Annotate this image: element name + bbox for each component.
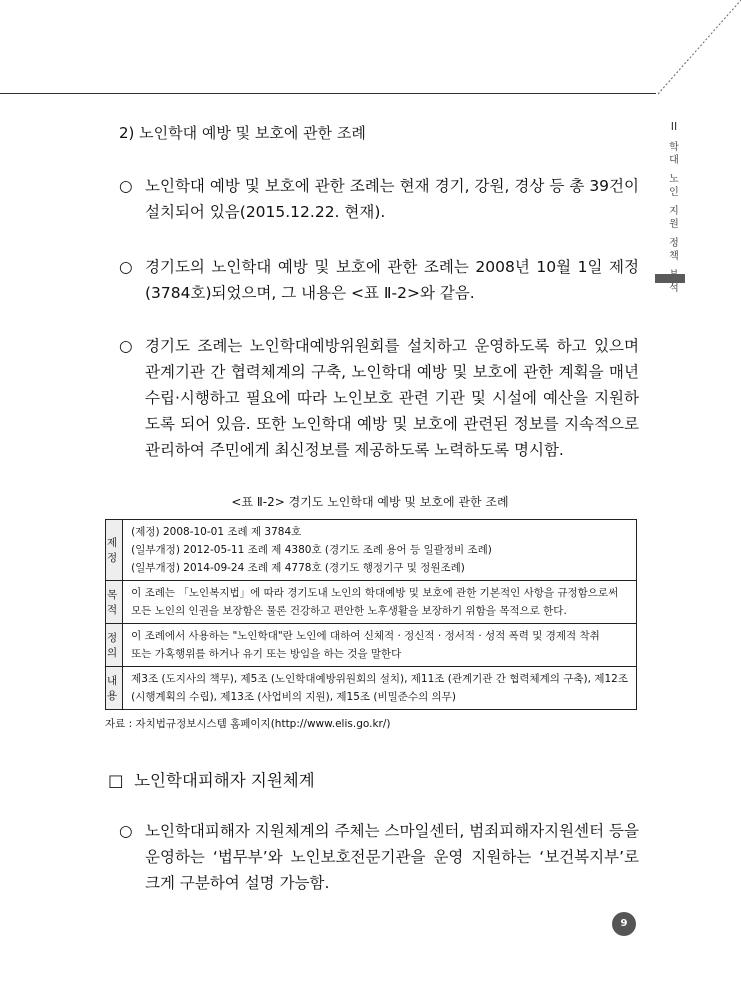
row-content	[123, 581, 637, 624]
bullet-text: 노인학대피해자 지원체계의 주체는 스마일센터, 범죄피해자지원센터 등을 운영하는 ‘법무부’와 노인보호전문기관을 운영 지원하는 ‘보건복지부’로 크게 구분하여 설명 가능함.	[145, 822, 639, 892]
bullet-item	[119, 254, 639, 306]
row-line: (제정) 2008-10-01 조례 제 3784호	[131, 526, 302, 538]
bullet-text: 경기도 조례는 노인학대예방위원회를 설치하고 운영하도록 하고 있으며 관계기관 간 협력체계의 구축, 노인학대 예방 및 보호에 관한 계획을 매년 수립·시행하고 필요에 따라 노인보호 관련 기관 및 시설에 예산을 지원하도록 되어 있음. 또한 노인학대 예방 및 보호에 관련된 정보를 지속적으로 관리하여 주민에게 최신정보를 제공하도록 노력하도록 명시함.	[145, 337, 639, 459]
row-line: 또는 가혹행위를 하거나 유기 또는 방임을 하는 것을 말한다	[131, 648, 402, 660]
chapter-side-tab	[664, 120, 684, 295]
side-tab-char: 원	[669, 219, 679, 230]
row-line: 모든 노인의 인권을 보장함은 물론 건강하고 편안한 노후생활을 보장하기 위함을 목적으로 한다.	[131, 605, 567, 617]
bullet-mark: ○	[119, 177, 133, 195]
side-tab-char: 석	[669, 283, 679, 294]
chapter-tab-bar	[655, 274, 685, 283]
row-content	[123, 520, 637, 581]
table-caption: <표 Ⅱ-2> 경기도 노인학대 예방 및 보호에 관한 조례	[231, 495, 509, 509]
side-tab-char: 정	[669, 238, 679, 249]
table-source: 자료 : 자치법규정보시스템 홈페이지(http://www.elis.go.kr/)	[105, 718, 391, 730]
section-title: 노인학대피해자 지원체계	[134, 771, 315, 790]
side-tab-char: 책	[669, 251, 679, 262]
side-tab-char: 학	[669, 142, 679, 153]
row-label: 내 용	[106, 667, 123, 710]
table-row	[106, 624, 637, 667]
table-row	[106, 667, 637, 710]
page-number: 9	[612, 912, 636, 936]
row-line: 이 조례는 「노인복지법」에 따라 경기도내 노인의 학대예방 및 보호에 관한 기본적인 사항을 규정함으로써	[131, 587, 619, 599]
bullet-text: 노인학대 예방 및 보호에 관한 조례는 현재 경기, 강원, 경상 등 총 39건이 설치되어 있음(2015.12.22. 현재).	[145, 177, 639, 221]
table-row	[106, 520, 637, 581]
table-row	[106, 581, 637, 624]
row-line: (일부개정) 2014-09-24 조례 제 4778호 (경기도 행정기구 및 정원조례)	[131, 562, 465, 574]
bullet-mark: ○	[119, 337, 133, 355]
side-tab-char: 인	[669, 187, 679, 198]
bullet-item	[119, 173, 639, 225]
row-label: 제 정	[106, 520, 123, 581]
row-line: (일부개정) 2012-05-11 조례 제 4380호 (경기도 조례 용어 등 일괄정비 조례)	[131, 544, 492, 556]
row-label: 정 의	[106, 624, 123, 667]
subheading: 2) 노인학대 예방 및 보호에 관한 조례	[119, 124, 366, 142]
row-content	[123, 624, 637, 667]
side-tab-char: 지	[669, 206, 679, 217]
row-label: 목 적	[106, 581, 123, 624]
chapter-roman-numeral: II	[670, 120, 678, 133]
row-line: 이 조례에서 사용하는 "노인학대"란 노인에 대하여 신체적 · 정신적 · 정서적 · 성적 폭력 및 경제적 착취	[131, 630, 600, 642]
side-tab-char: 노	[669, 174, 679, 185]
side-tab-char: 대	[669, 155, 679, 166]
bullet-item	[119, 818, 639, 896]
bullet-text: 경기도의 노인학대 예방 및 보호에 관한 조례는 2008년 10월 1일 제정(3784호)되었으며, 그 내용은 <표 Ⅱ-2>와 같음.	[145, 258, 639, 302]
bullet-mark: ○	[119, 258, 133, 276]
ordinance-table	[105, 519, 637, 710]
bullet-mark: ○	[119, 822, 133, 840]
section-heading	[108, 767, 315, 791]
section-mark: □	[108, 771, 124, 790]
row-line: 제3조 (도지사의 책무), 제5조 (노인학대예방위원회의 설치), 제11조 (관계기관 간 협력체계의 구축), 제12조	[131, 673, 628, 685]
row-line: (시행계획의 수립), 제13조 (사업비의 지원), 제15조 (비밀준수의 의무)	[131, 691, 456, 703]
header-rule	[0, 93, 656, 94]
corner-diagonal-line	[640, 0, 741, 100]
bullet-item	[119, 333, 639, 463]
row-content	[123, 667, 637, 710]
